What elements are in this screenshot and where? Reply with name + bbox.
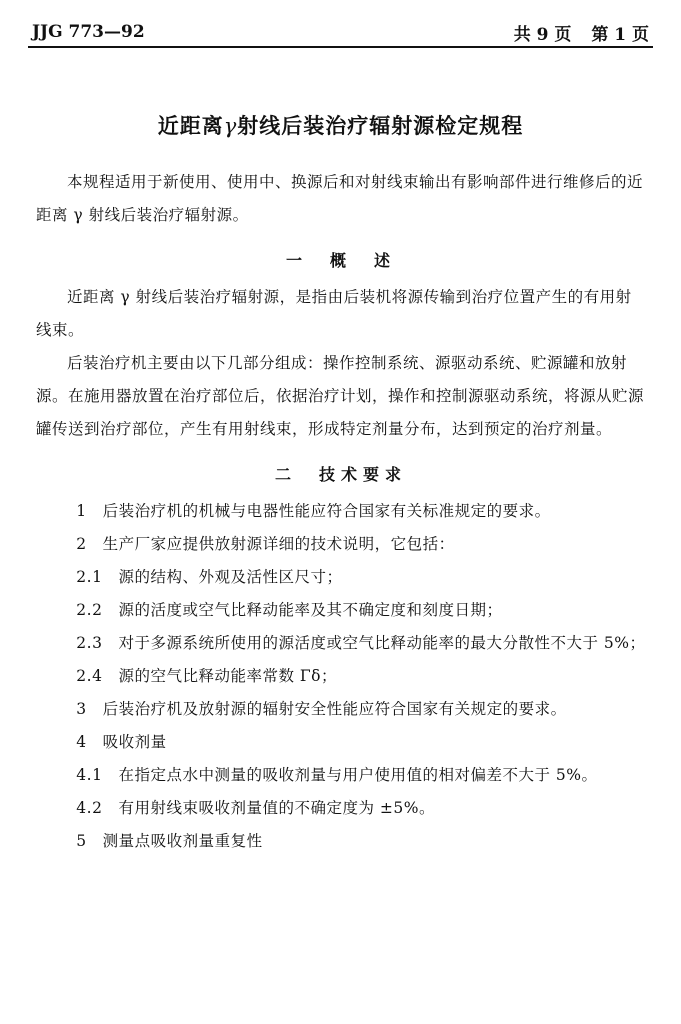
overview-paragraph: 后装治疗机主要由以下几部分组成：操作控制系统、源驱动系统、贮源罐和放射源。在施用器放置在治疗部位后，依据治疗计划，操作和控制源驱动系统，将源从贮源罐传送到治疗部位，产生有用射线束，形成特定剂量分布，达到预定的治疗剂量。: [36, 354, 645, 438]
page-info: [500, 20, 649, 45]
requirement-item: 2.2 源的活度或空气比释动能率及其不确定度和刻度日期；: [76, 601, 503, 619]
document-title: [0, 110, 681, 140]
requirement-item: 4 吸收剂量: [76, 733, 167, 751]
requirement-item: 2.1 源的结构、外观及活性区尺寸；: [76, 568, 343, 586]
requirement-item: 4.2 有用射线束吸收剂量值的不确定度为 ±5%。: [76, 799, 435, 817]
overview-paragraph: 近距离 γ 射线后装治疗辐射源，是指由后装机将源传输到治疗位置产生的有用射线束。: [36, 288, 632, 339]
section-heading-requirements: 二 技术要求: [274, 465, 407, 484]
requirement-item: 4.1 在指定点水中测量的吸收剂量与用户使用值的相对偏差不大于 5%。: [76, 766, 598, 784]
total-pages: 共 9 页: [513, 24, 572, 45]
section-heading-overview: 一 概 述: [285, 251, 396, 270]
requirement-item: 2 生产厂家应提供放射源详细的技术说明，它包括：: [76, 535, 455, 553]
title-prefix: 近距离: [157, 113, 224, 138]
title-gamma: γ: [223, 114, 238, 138]
page-header: [32, 18, 649, 46]
requirement-item: 3 后装治疗机及放射源的辐射安全性能应符合国家有关规定的要求。: [76, 700, 567, 718]
title-suffix: 射线后装治疗辐射源检定规程: [237, 113, 524, 138]
requirement-item: 2.4 源的空气比释动能率常数 Γδ；: [76, 667, 337, 685]
requirement-item: 1 后装治疗机的机械与电器性能应符合国家有关标准规定的要求。: [76, 502, 551, 520]
header-rule: [28, 46, 653, 48]
document-body: [36, 166, 646, 858]
page-number: 第 1 页: [591, 24, 649, 45]
requirement-item: 5 测量点吸收剂量重复性: [76, 832, 263, 850]
document-code: JJG 773—92: [32, 22, 145, 42]
requirement-item: 2.3 对于多源系统所使用的源活度或空气比释动能率的最大分散性不大于 5%；: [76, 634, 646, 652]
intro-paragraph: 本规程适用于新使用、使用中、换源后和对射线束输出有影响部件进行维修后的近距离 γ 射线后装治疗辐射源。: [36, 173, 644, 224]
